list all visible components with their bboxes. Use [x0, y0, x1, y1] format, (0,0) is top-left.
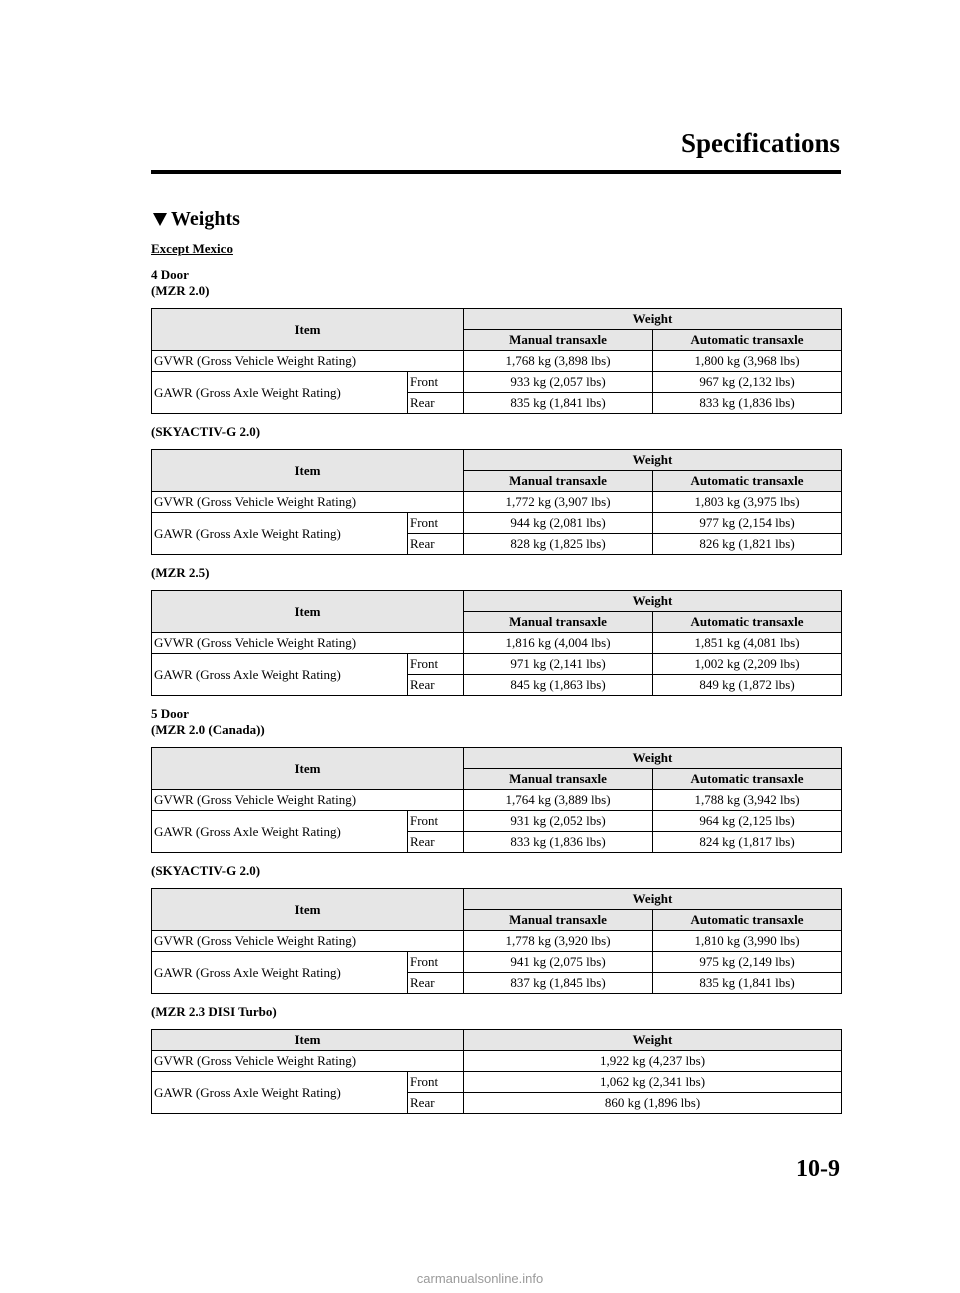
gvwr-automatic: 1,800 kg (3,968 lbs) — [653, 351, 842, 372]
engine-caption: (SKYACTIV-G 2.0) — [151, 863, 261, 878]
weight-header: Weight — [464, 889, 842, 910]
engine-caption: (MZR 2.0 (Canada)) — [151, 722, 265, 737]
table-row — [152, 654, 842, 675]
body-style-label-4-door: 4 Door — [151, 267, 189, 282]
engine-caption: (MZR 2.5) — [151, 565, 210, 580]
gvwr-manual: 1,764 kg (3,889 lbs) — [464, 790, 653, 811]
automatic-header: Automatic transaxle — [653, 769, 842, 790]
gvwr-label: GVWR (Gross Vehicle Weight Rating) — [152, 931, 464, 952]
manual-header: Manual transaxle — [464, 471, 653, 492]
front-value: 1,062 kg (2,341 lbs) — [464, 1072, 842, 1093]
weights-table — [151, 747, 842, 853]
front-label: Front — [408, 811, 464, 832]
rear-label: Rear — [408, 832, 464, 853]
weight-header: Weight — [464, 591, 842, 612]
section-heading-text: Weights — [171, 208, 240, 230]
item-header: Item — [152, 748, 464, 790]
weight-header: Weight — [464, 748, 842, 769]
gawr-label: GAWR (Gross Axle Weight Rating) — [152, 952, 408, 994]
manual-header: Manual transaxle — [464, 612, 653, 633]
table-row — [152, 351, 842, 372]
gvwr-value: 1,922 kg (4,237 lbs) — [464, 1051, 842, 1072]
manual-header: Manual transaxle — [464, 910, 653, 931]
triangle-down-icon — [153, 213, 167, 226]
front-label: Front — [408, 372, 464, 393]
gvwr-label: GVWR (Gross Vehicle Weight Rating) — [152, 351, 464, 372]
item-header: Item — [152, 309, 464, 351]
gvwr-manual: 1,772 kg (3,907 lbs) — [464, 492, 653, 513]
header-rule — [151, 170, 841, 174]
weights-table — [151, 590, 842, 696]
front-manual: 944 kg (2,081 lbs) — [464, 513, 653, 534]
gvwr-manual: 1,778 kg (3,920 lbs) — [464, 931, 653, 952]
front-automatic: 964 kg (2,125 lbs) — [653, 811, 842, 832]
page-header-title: Specifications — [681, 128, 840, 158]
gawr-label: GAWR (Gross Axle Weight Rating) — [152, 1072, 408, 1114]
gvwr-manual: 1,816 kg (4,004 lbs) — [464, 633, 653, 654]
automatic-header: Automatic transaxle — [653, 471, 842, 492]
gawr-label: GAWR (Gross Axle Weight Rating) — [152, 654, 408, 696]
front-manual: 931 kg (2,052 lbs) — [464, 811, 653, 832]
section-heading — [151, 208, 841, 231]
front-label: Front — [408, 654, 464, 675]
front-automatic: 975 kg (2,149 lbs) — [653, 952, 842, 973]
gvwr-label: GVWR (Gross Vehicle Weight Rating) — [152, 492, 464, 513]
gvwr-automatic: 1,810 kg (3,990 lbs) — [653, 931, 842, 952]
item-header: Item — [152, 450, 464, 492]
rear-manual: 833 kg (1,836 lbs) — [464, 832, 653, 853]
front-label: Front — [408, 1072, 464, 1093]
weights-table — [151, 888, 842, 994]
rear-label: Rear — [408, 1093, 464, 1114]
weight-header: Weight — [464, 1030, 842, 1051]
manual-header: Manual transaxle — [464, 330, 653, 351]
front-automatic: 977 kg (2,154 lbs) — [653, 513, 842, 534]
weights-table — [151, 1029, 842, 1114]
rear-automatic: 824 kg (1,817 lbs) — [653, 832, 842, 853]
front-automatic: 1,002 kg (2,209 lbs) — [653, 654, 842, 675]
rear-manual: 835 kg (1,841 lbs) — [464, 393, 653, 414]
engine-caption: (MZR 2.0) — [151, 283, 210, 298]
rear-manual: 837 kg (1,845 lbs) — [464, 973, 653, 994]
engine-caption: (SKYACTIV-G 2.0) — [151, 424, 261, 439]
page-number: 10-9 — [796, 1156, 840, 1182]
automatic-header: Automatic transaxle — [653, 910, 842, 931]
rear-label: Rear — [408, 675, 464, 696]
page-content — [151, 208, 841, 1124]
weight-header: Weight — [464, 309, 842, 330]
weight-header: Weight — [464, 450, 842, 471]
automatic-header: Automatic transaxle — [653, 330, 842, 351]
rear-automatic: 833 kg (1,836 lbs) — [653, 393, 842, 414]
front-manual: 971 kg (2,141 lbs) — [464, 654, 653, 675]
table-row — [152, 1072, 842, 1093]
front-label: Front — [408, 513, 464, 534]
front-manual: 933 kg (2,057 lbs) — [464, 372, 653, 393]
weights-table — [151, 449, 842, 555]
front-automatic: 967 kg (2,132 lbs) — [653, 372, 842, 393]
table-row — [152, 372, 842, 393]
region-label: Except Mexico — [151, 241, 233, 256]
body-style-label-5-door: 5 Door — [151, 706, 189, 721]
rear-value: 860 kg (1,896 lbs) — [464, 1093, 842, 1114]
watermark: carmanualsonline.info — [416, 1271, 544, 1286]
item-header: Item — [152, 889, 464, 931]
rear-automatic: 835 kg (1,841 lbs) — [653, 973, 842, 994]
table-row — [152, 790, 842, 811]
rear-manual: 845 kg (1,863 lbs) — [464, 675, 653, 696]
rear-label: Rear — [408, 534, 464, 555]
gvwr-automatic: 1,803 kg (3,975 lbs) — [653, 492, 842, 513]
table-row — [152, 633, 842, 654]
rear-label: Rear — [408, 973, 464, 994]
engine-caption: (MZR 2.3 DISI Turbo) — [151, 1004, 277, 1019]
weights-table — [151, 308, 842, 414]
gawr-label: GAWR (Gross Axle Weight Rating) — [152, 513, 408, 555]
gvwr-automatic: 1,851 kg (4,081 lbs) — [653, 633, 842, 654]
rear-automatic: 826 kg (1,821 lbs) — [653, 534, 842, 555]
front-manual: 941 kg (2,075 lbs) — [464, 952, 653, 973]
rear-label: Rear — [408, 393, 464, 414]
table-row — [152, 1051, 842, 1072]
gvwr-automatic: 1,788 kg (3,942 lbs) — [653, 790, 842, 811]
gawr-label: GAWR (Gross Axle Weight Rating) — [152, 811, 408, 853]
table-row — [152, 811, 842, 832]
automatic-header: Automatic transaxle — [653, 612, 842, 633]
gvwr-label: GVWR (Gross Vehicle Weight Rating) — [152, 790, 464, 811]
gvwr-manual: 1,768 kg (3,898 lbs) — [464, 351, 653, 372]
rear-manual: 828 kg (1,825 lbs) — [464, 534, 653, 555]
front-label: Front — [408, 952, 464, 973]
table-row — [152, 492, 842, 513]
table-row — [152, 513, 842, 534]
manual-header: Manual transaxle — [464, 769, 653, 790]
gawr-label: GAWR (Gross Axle Weight Rating) — [152, 372, 408, 414]
rear-automatic: 849 kg (1,872 lbs) — [653, 675, 842, 696]
table-row — [152, 931, 842, 952]
table-row — [152, 952, 842, 973]
gvwr-label: GVWR (Gross Vehicle Weight Rating) — [152, 1051, 464, 1072]
gvwr-label: GVWR (Gross Vehicle Weight Rating) — [152, 633, 464, 654]
item-header: Item — [152, 591, 464, 633]
item-header: Item — [152, 1030, 464, 1051]
